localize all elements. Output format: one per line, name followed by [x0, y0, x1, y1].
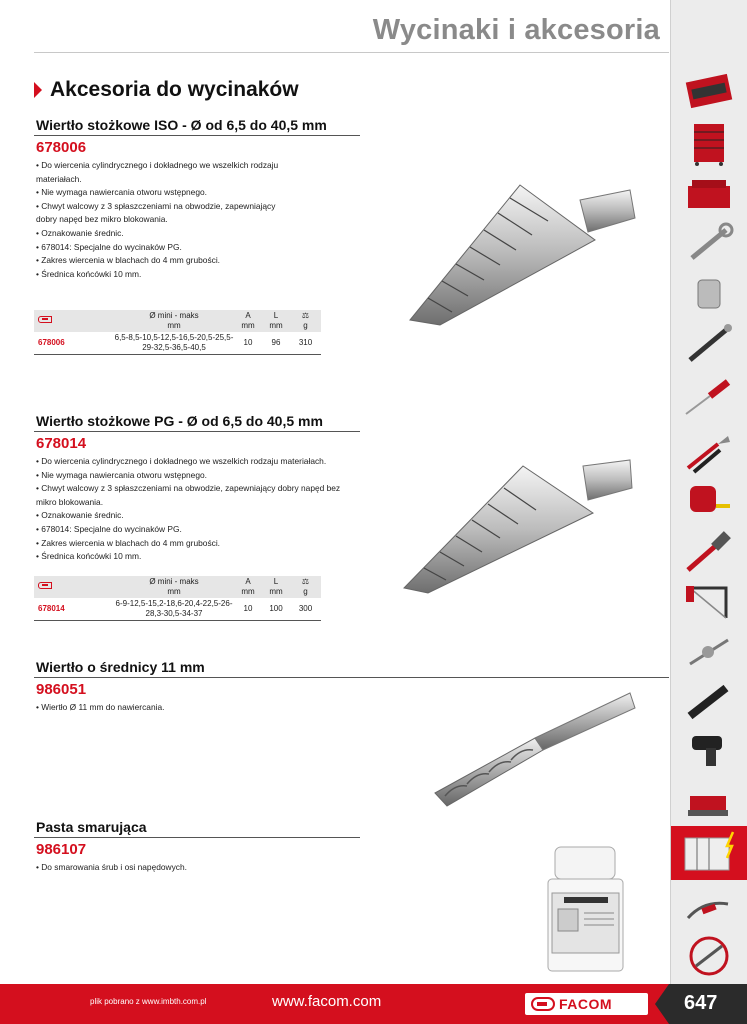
page-title: Wycinaki i akcesoria	[372, 14, 660, 46]
torque-wrench-icon[interactable]	[680, 320, 738, 368]
cell-a: 10	[243, 338, 253, 347]
product-678014	[34, 413, 360, 564]
product-rule	[34, 431, 360, 432]
section-arrow-icon	[34, 82, 42, 98]
a-header: A mm	[241, 577, 255, 596]
puller-icon[interactable]	[680, 628, 738, 676]
bullet: • 678014: Specjalne do wycinaków PG.	[36, 523, 182, 534]
product-678006	[34, 117, 360, 281]
product-rule	[34, 135, 360, 136]
product-986107	[34, 819, 360, 875]
bullet: • Średnica końcówki 10 mm.	[36, 551, 142, 562]
cell-code: 678014	[38, 604, 65, 613]
ref-header	[34, 576, 114, 598]
product-rule	[34, 677, 669, 678]
category-sidebar	[670, 0, 747, 984]
bullet: • Średnica końcówki 10 mm.	[36, 268, 142, 279]
weight-header: ⚖ g	[301, 577, 310, 596]
twist-drill-image	[425, 688, 640, 816]
section-title: Akcesoria do wycinaków	[50, 78, 299, 101]
tool-cabinet-icon[interactable]	[680, 120, 738, 168]
steering-wheel-icon[interactable]	[680, 932, 738, 980]
bullet: dobry napęd bez mikro blokowania.	[36, 214, 168, 225]
product-bullets	[34, 455, 360, 564]
scale-icon: ⚖	[301, 311, 310, 320]
step-drill-pg-image	[398, 458, 638, 598]
ref-header	[34, 310, 114, 332]
bullet: • Zakres wiercenia w blachach do 4 mm grubości.	[36, 537, 221, 548]
cell-range: 6,5-8,5-10,5-12,5-16,5-20,5-25,5- 29-32,5-36,5-40,5	[114, 333, 234, 352]
product-code: 986107	[36, 841, 87, 858]
vise-icon[interactable]	[680, 776, 738, 824]
cell-l: 96	[271, 338, 281, 347]
cell-range: 6-9-12,5-15,2-18,6-20,4-22,5-26- 28,3-30,5-34-37	[115, 599, 233, 618]
impact-wrench-icon[interactable]	[680, 726, 738, 774]
download-note: plik pobrano z www.imbth.com.pl	[90, 997, 207, 1006]
website-link[interactable]: www.facom.com	[272, 993, 382, 1010]
bullet: • Chwyt walcowy z 3 spłaszczeniami na obwodzie, zapewniający	[36, 200, 276, 211]
spec-table-678006	[34, 310, 321, 355]
cable-tool-icon[interactable]	[680, 884, 738, 932]
product-code: 986051	[36, 681, 87, 698]
table-row	[34, 332, 321, 355]
reference-icon	[38, 316, 52, 323]
cell-g: 300	[298, 604, 313, 613]
socket-icon[interactable]	[680, 270, 738, 318]
brand-logo	[525, 993, 648, 1015]
page-footer	[0, 984, 747, 1024]
step-drill-iso-image	[380, 180, 640, 330]
bullet: • Nie wymaga nawiercania otworu wstępnego.	[36, 187, 207, 198]
hacksaw-icon[interactable]	[680, 578, 738, 626]
dia-header: Ø mini - maks mm	[149, 311, 199, 330]
cell-l: 100	[269, 604, 283, 613]
pneumatic-icon[interactable]	[680, 676, 738, 724]
weight-header: ⚖ g	[301, 311, 310, 330]
bullet: • Nie wymaga nawiercania otworu wstępnego.	[36, 469, 207, 480]
page-number: 647	[684, 992, 718, 1014]
spec-table-678014	[34, 576, 321, 621]
bullet: • Do smarowania śrub i osi napędowych.	[36, 862, 187, 872]
bullet: • 678014: Specjalne do wycinaków PG.	[36, 241, 182, 252]
bullet: • Oznakowanie średnic.	[36, 510, 124, 521]
bullet: • Do wiercenia cylindrycznego i dokładnego we wszelkich rodzaju	[36, 160, 279, 170]
l-header: L mm	[269, 577, 283, 596]
bullet: • Chwyt walcowy z 3 spłaszczeniami na obwodzie, zapewniający dobry napęd bez	[36, 483, 341, 494]
product-title: Wiertło stożkowe ISO - Ø od 6,5 do 40,5 mm	[36, 117, 327, 133]
scale-icon: ⚖	[301, 577, 310, 586]
product-title: Pasta smarująca	[36, 819, 147, 835]
cell-code: 678006	[38, 338, 65, 347]
pliers-icon[interactable]	[680, 428, 738, 476]
cell-g: 310	[298, 338, 313, 347]
table-header-row	[34, 310, 321, 332]
cell-a: 10	[243, 604, 253, 613]
tape-measure-icon[interactable]	[680, 476, 738, 524]
product-title: Wiertło o średnicy 11 mm	[36, 659, 205, 675]
bullet: materiałach.	[36, 173, 82, 184]
reference-icon	[38, 582, 52, 589]
bullet: mikro blokowania.	[36, 496, 104, 507]
hammer-icon[interactable]	[680, 528, 738, 576]
bullet: • Oznakowanie średnic.	[36, 227, 124, 238]
dia-header: Ø mini - maks mm	[149, 577, 199, 596]
page-number-box	[669, 984, 747, 1024]
product-bullets	[34, 861, 360, 875]
bullet: • Do wiercenia cylindrycznego i dokładnego we wszelkich rodzaju materiałach.	[36, 456, 327, 466]
product-rule	[34, 837, 360, 838]
product-title: Wiertło stożkowe PG - Ø od 6,5 do 40,5 mm	[36, 413, 323, 429]
table-header-row	[34, 576, 321, 598]
bullet: • Zakres wiercenia w blachach do 4 mm grubości.	[36, 255, 221, 266]
product-code: 678006	[36, 139, 87, 156]
product-code: 678014	[36, 435, 87, 452]
tool-case-icon[interactable]	[680, 68, 738, 116]
bullet: • Wiertło Ø 11 mm do nawiercania.	[36, 702, 165, 712]
section-heading	[34, 78, 299, 102]
wrench-icon[interactable]	[680, 220, 738, 268]
a-header: A mm	[241, 311, 255, 330]
lubricant-jar-image	[540, 845, 640, 975]
screwdriver-icon[interactable]	[680, 372, 738, 420]
header-divider	[34, 52, 669, 53]
l-header: L mm	[269, 311, 283, 330]
toolbox-icon[interactable]	[680, 170, 738, 218]
facom-logo-icon	[531, 997, 555, 1011]
product-bullets	[34, 159, 360, 281]
brand-name: FACOM	[559, 996, 613, 1012]
electrical-icon[interactable]	[671, 826, 747, 880]
table-row	[34, 598, 321, 621]
page-header	[0, 14, 660, 47]
